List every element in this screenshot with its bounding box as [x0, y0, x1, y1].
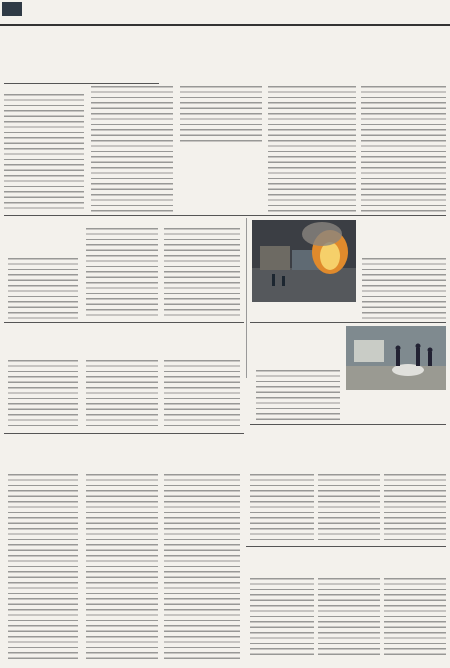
phone-column-3 — [384, 474, 446, 544]
headline-rule — [4, 83, 159, 84]
kids-column-3 — [384, 578, 446, 659]
section-rule-5 — [250, 424, 446, 425]
faketicket-column-3 — [164, 474, 240, 659]
coins-column-2 — [86, 228, 158, 320]
main-article-column-3 — [180, 86, 262, 144]
drill-text — [256, 370, 340, 420]
section-rule-4 — [250, 322, 446, 323]
main-article-column-4 — [268, 86, 356, 212]
section-rule-3 — [4, 433, 244, 434]
sixboys-column-3 — [164, 360, 240, 430]
page-footer — [0, 661, 450, 668]
coins-column-3 — [164, 228, 240, 320]
kids-column-2 — [318, 578, 380, 659]
fire-scene-image — [252, 220, 356, 302]
phone-column-1 — [250, 474, 314, 544]
fire-photo — [252, 220, 356, 302]
drill-scene-image — [346, 326, 446, 390]
column-divider — [246, 218, 247, 378]
drill-photo — [346, 326, 446, 390]
page-number-badge — [2, 2, 22, 16]
sixboys-column-1 — [8, 360, 78, 430]
section-rule-2 — [4, 322, 244, 323]
coins-column-1 — [8, 258, 78, 320]
faketicket-column-2 — [86, 474, 158, 659]
fire-caption — [252, 304, 356, 314]
main-article-column-5 — [361, 86, 446, 212]
drill-caption — [346, 392, 446, 420]
sixboys-column-2 — [86, 360, 158, 430]
faketicket-column-1 — [8, 474, 78, 659]
section-rule-1 — [4, 215, 446, 216]
main-article-column-2 — [91, 86, 173, 212]
main-article-column-1 — [4, 94, 84, 212]
fire-text — [362, 258, 446, 320]
phone-column-2 — [318, 474, 380, 544]
kids-column-1 — [250, 578, 314, 659]
masthead — [0, 0, 450, 26]
section-rule-6 — [246, 546, 446, 547]
